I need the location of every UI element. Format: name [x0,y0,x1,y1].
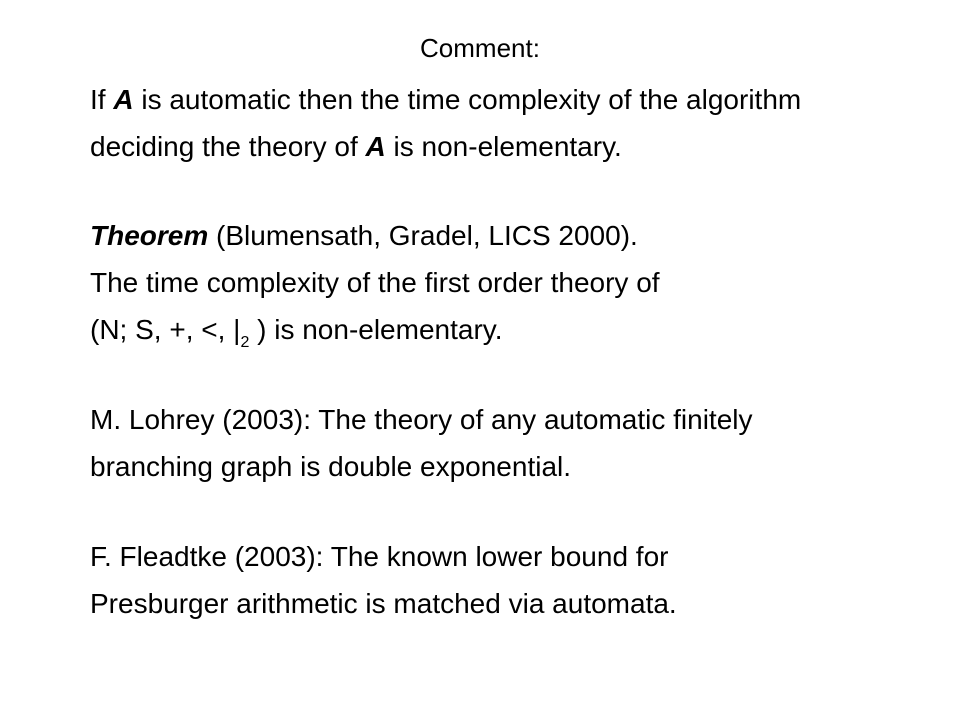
comment-text: If [90,84,114,115]
lohrey-line-1: M. Lohrey (2003): The theory of any automatic finitely [90,404,753,435]
fleadtke-line-2: Presburger arithmetic is matched via automata. [90,588,677,619]
comment-text: is automatic then the time complexity of the algorithm [133,84,802,115]
variable-a: A [113,84,134,115]
subscript: 2 [240,334,250,351]
theorem-structure: (N; S, +, <, | [90,314,241,345]
comment-line-1 [90,82,801,118]
theorem-line-2: The time complexity of the first order theory of [90,267,660,298]
fleadtke-line-1: F. Fleadtke (2003): The known lower bound for [90,541,669,572]
theorem-citation: (Blumensath, Gradel, LICS 2000). [208,220,638,251]
theorem-heading [90,218,638,254]
theorem-label: Theorem [90,220,209,251]
theorem-line-3 [90,312,502,353]
slide-title: Comment: [420,33,540,63]
theorem-text: ) is non-elementary. [249,314,503,345]
comment-line-2 [90,129,622,165]
lohrey-line-2: branching graph is double exponential. [90,451,572,482]
variable-a: A [365,131,386,162]
comment-text: is non-elementary. [385,131,622,162]
comment-text: deciding the theory of [90,131,366,162]
